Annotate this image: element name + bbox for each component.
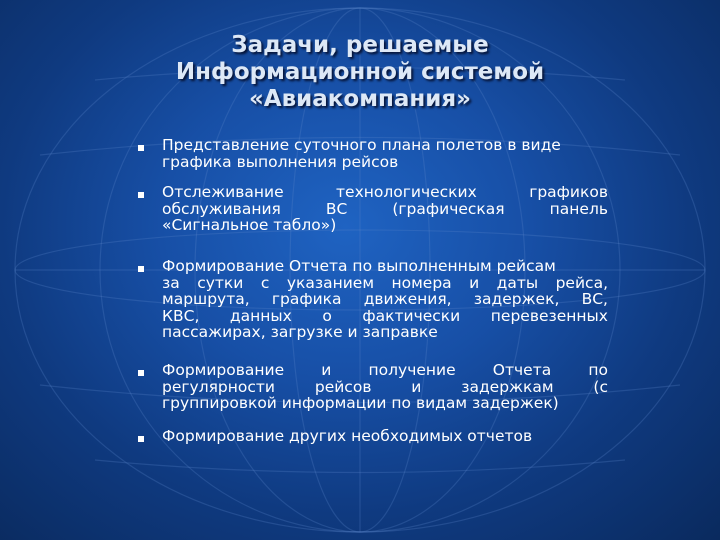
text-word: сутки (197, 273, 244, 292)
text-word: за (162, 273, 180, 292)
text-line (162, 324, 608, 341)
text-word: маршрута, (162, 290, 250, 308)
text-word: и (469, 273, 480, 292)
text-word: задержек, (473, 290, 560, 308)
text-line (162, 137, 608, 154)
list-item-text (162, 184, 608, 234)
text-line (162, 291, 608, 308)
text-word: получение (368, 361, 456, 379)
text-word: графика выполнения рейсов (162, 152, 399, 171)
square-bullet-icon (138, 266, 144, 272)
text-line (162, 362, 608, 379)
text-word: о (322, 306, 332, 325)
text-word: Формирование (162, 361, 285, 379)
text-word: даты (496, 273, 539, 292)
text-word: и (411, 377, 422, 396)
text-word: рейсов (314, 377, 372, 396)
text-line (162, 428, 608, 445)
text-line (162, 379, 608, 396)
list-item-text (162, 362, 608, 412)
text-word: графика (271, 290, 342, 308)
text-word: группировкой информации по видам задержек) (162, 394, 559, 412)
text-word: обслуживания (162, 199, 281, 218)
title-line: Информационной системой (175, 59, 545, 85)
text-word: ВС (325, 199, 348, 218)
text-word: фактически (362, 306, 461, 325)
square-bullet-icon (138, 436, 144, 442)
text-word: Отслеживание (162, 183, 284, 201)
text-word: (графическая (392, 199, 505, 218)
text-word: по (588, 361, 608, 379)
list-item-text (162, 137, 608, 170)
text-line (162, 184, 608, 201)
text-line (162, 308, 608, 325)
text-word: и (321, 361, 332, 379)
text-line (162, 275, 608, 292)
text-word: графиков (529, 183, 608, 201)
text-word: (с (593, 377, 608, 396)
text-word: ВС, (581, 290, 608, 308)
text-word: перевезенных (490, 306, 608, 325)
text-line (162, 217, 608, 234)
text-word: технологических (336, 183, 477, 201)
text-word: панель (549, 199, 608, 218)
square-bullet-icon (138, 145, 144, 151)
text-word: с (260, 273, 270, 292)
text-word: номера (391, 273, 452, 292)
list-item-text (162, 258, 608, 341)
square-bullet-icon (138, 370, 144, 376)
text-line (162, 395, 608, 412)
square-bullet-icon (138, 192, 144, 198)
text-word: Формирование Отчета по выполненным рейсам (162, 257, 556, 275)
text-word: задержкам (461, 377, 554, 396)
text-word: регулярности (162, 377, 276, 396)
text-word: Формирование других необходимых отчетов (162, 427, 533, 445)
text-line (162, 154, 608, 171)
text-word: «Сигнальное табло») (162, 216, 337, 234)
title-line: Задачи, решаемые (231, 32, 489, 58)
text-word: указанием (286, 273, 375, 292)
title-line: «Авиакомпания» (248, 86, 472, 112)
list-item-text (162, 428, 608, 445)
text-word: рейса, (555, 273, 608, 292)
text-word: Представление суточного плана полетов в виде (162, 136, 561, 154)
text-word: КВС, (162, 306, 200, 325)
text-word: движения, (363, 290, 452, 308)
text-line (162, 258, 608, 275)
text-line (162, 201, 608, 218)
text-word: пассажирах, загрузке и заправке (162, 323, 438, 341)
text-word: Отчета (492, 361, 552, 379)
text-word: данных (229, 306, 292, 325)
